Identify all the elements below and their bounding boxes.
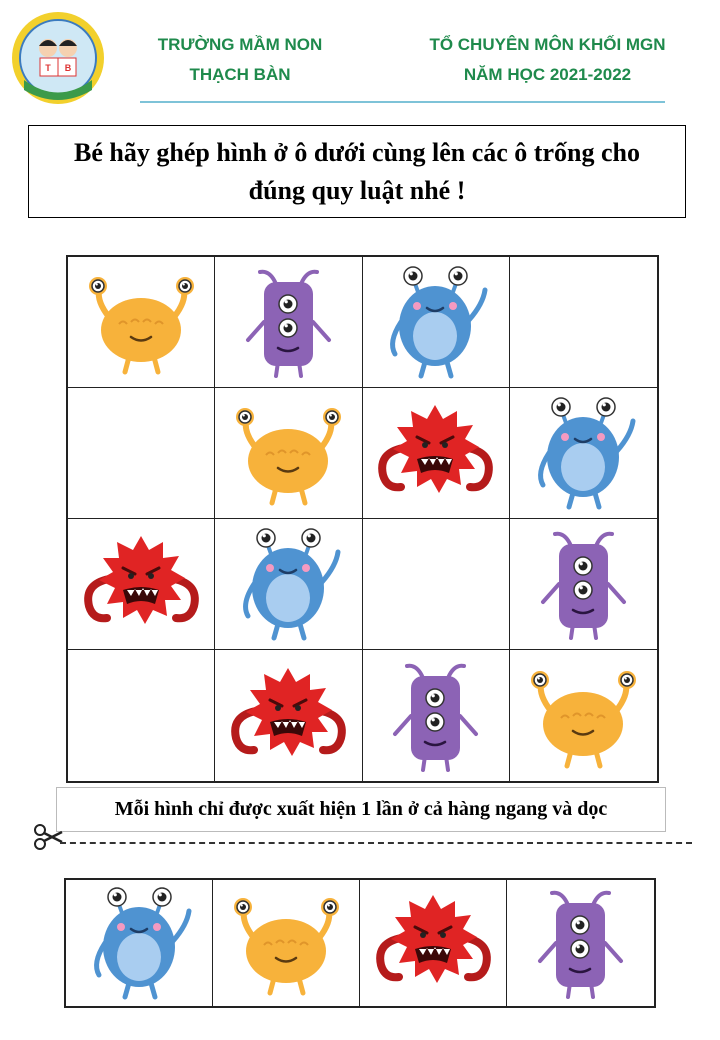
svg-text:T: T bbox=[45, 63, 51, 73]
cutout-piece-orange-monster[interactable] bbox=[213, 880, 360, 1006]
school-year: NĂM HỌC 2021-2022 bbox=[463, 65, 632, 84]
instruction-box bbox=[28, 125, 686, 218]
grid-cell-empty[interactable] bbox=[68, 650, 215, 781]
grid-cell-empty[interactable] bbox=[510, 257, 657, 388]
red-monster-icon bbox=[79, 524, 204, 644]
grid-cell-purple-monster bbox=[215, 257, 362, 388]
grid-cell-blue-monster bbox=[215, 519, 362, 650]
cutout-piece-purple-monster[interactable] bbox=[507, 880, 654, 1006]
rule-text: Mỗi hình chỉ được xuất hiện 1 lần ở cả hàng ngang và dọc bbox=[114, 798, 608, 820]
grid-cell-orange-monster bbox=[510, 650, 657, 781]
grid-cell-red-monster bbox=[68, 519, 215, 650]
puzzle-grid bbox=[66, 255, 659, 783]
orange-monster-icon bbox=[224, 882, 349, 1004]
grid-cell-blue-monster bbox=[363, 257, 510, 388]
instruction-text: Bé hãy ghép hình ở ô dưới cùng lên các ô trống cho đúng quy luật nhé ! bbox=[74, 137, 640, 205]
school-line-2: THẠCH BÀN bbox=[189, 65, 291, 84]
blue-monster-icon bbox=[521, 393, 646, 513]
rule-box bbox=[56, 787, 666, 832]
cutout-piece-red-monster[interactable] bbox=[360, 880, 507, 1006]
grid-cell-blue-monster bbox=[510, 388, 657, 519]
red-monster-icon bbox=[373, 393, 498, 513]
svg-text:B: B bbox=[64, 63, 72, 73]
school-logo bbox=[10, 10, 106, 106]
grid-cell-red-monster bbox=[363, 388, 510, 519]
grid-cell-empty[interactable] bbox=[68, 388, 215, 519]
blue-monster-icon bbox=[77, 882, 202, 1004]
orange-monster-icon bbox=[521, 656, 646, 776]
blue-monster-icon bbox=[373, 262, 498, 382]
grid-cell-orange-monster bbox=[215, 388, 362, 519]
department-name bbox=[405, 30, 690, 90]
school-name bbox=[130, 30, 350, 90]
grid-cell-red-monster bbox=[215, 650, 362, 781]
department-line-1: TỔ CHUYÊN MÔN KHỐI MGN bbox=[429, 35, 666, 54]
purple-monster-icon bbox=[226, 262, 351, 382]
orange-monster-icon bbox=[226, 393, 351, 513]
blue-monster-icon bbox=[226, 524, 351, 644]
purple-monster-icon bbox=[518, 882, 643, 1004]
grid-cell-purple-monster bbox=[510, 519, 657, 650]
grid-cell-empty[interactable] bbox=[363, 519, 510, 650]
cut-line bbox=[60, 842, 692, 844]
school-line-1: TRƯỜNG MẦM NON bbox=[157, 35, 323, 54]
header-divider bbox=[140, 101, 665, 103]
cutout-pieces bbox=[64, 878, 656, 1008]
grid-cell-orange-monster bbox=[68, 257, 215, 388]
purple-monster-icon bbox=[373, 656, 498, 776]
red-monster-icon bbox=[371, 882, 496, 1004]
purple-monster-icon bbox=[521, 524, 646, 644]
cutout-piece-blue-monster[interactable] bbox=[66, 880, 213, 1006]
red-monster-icon bbox=[226, 656, 351, 776]
scissors-icon bbox=[32, 820, 66, 854]
orange-monster-icon bbox=[79, 262, 204, 382]
grid-cell-purple-monster bbox=[363, 650, 510, 781]
